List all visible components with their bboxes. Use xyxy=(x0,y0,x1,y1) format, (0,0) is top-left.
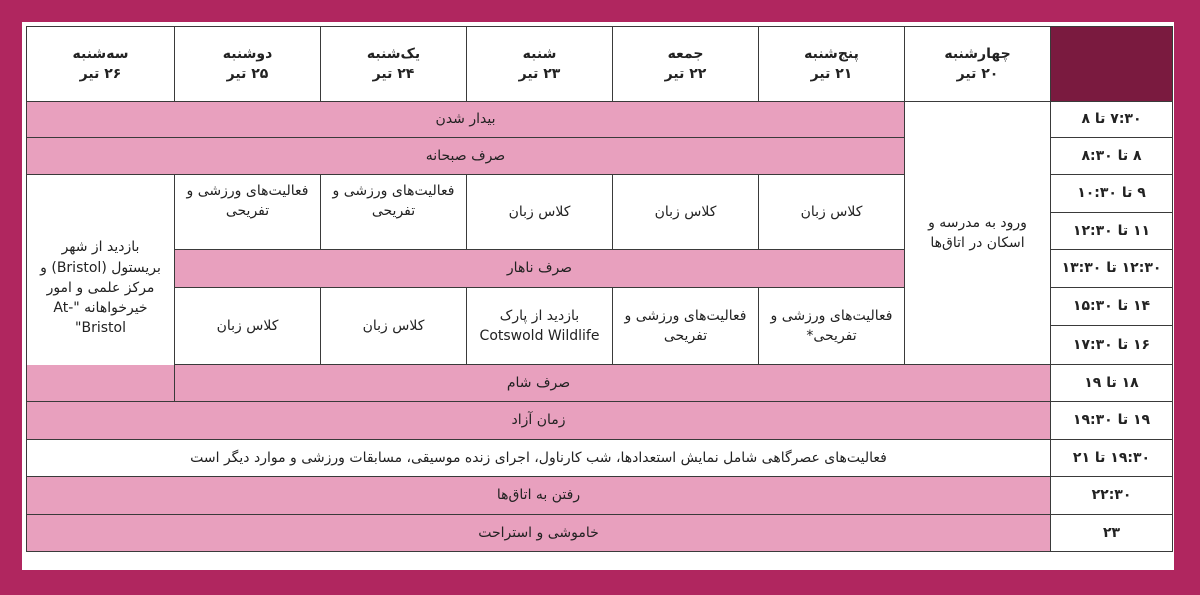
time-cell: ۲۲:۳۰ xyxy=(1051,477,1173,515)
wakeup-cell: بیدار شدن xyxy=(27,102,905,138)
day-header: سه‌شنبه ۲۶ تیر xyxy=(27,27,175,102)
day-header: جمعه ۲۲ تیر xyxy=(613,27,759,102)
time-cell: ۱۲:۳۰ تا ۱۳:۳۰ xyxy=(1051,250,1173,288)
language-class-cell: کلاس زبان xyxy=(759,175,905,250)
time-cell: ۱۶ تا ۱۷:۳۰ xyxy=(1051,326,1173,365)
corner-cell xyxy=(1051,27,1173,102)
day-header: پنج‌شنبه ۲۱ تیر xyxy=(759,27,905,102)
day-header: یک‌شنبه ۲۴ تیر xyxy=(321,27,467,102)
evening-activities-cell: فعالیت‌های عصرگاهی شامل نمایش استعدادها، شب کارناول، اجرای زنده موسیقی، مسابقات ورزشی و موارد دیگر است xyxy=(27,440,1051,477)
day-header: چهارشنبه ۲۰ تیر xyxy=(905,27,1051,102)
lights-out-cell: خاموشی و استراحت xyxy=(27,515,1051,552)
sports-cell: فعالیت‌های ورزشی و تفریحی* xyxy=(759,288,905,365)
time-cell: ۱۹ تا ۱۹:۳۰ xyxy=(1051,402,1173,440)
breakfast-cell: صرف صبحانه xyxy=(27,138,905,175)
sports-cell: فعالیت‌های ورزشی و تفریحی xyxy=(321,175,467,250)
language-class-cell: کلاس زبان xyxy=(175,288,321,365)
dinner-cell: صرف شام xyxy=(27,365,1051,402)
time-cell: ۱۱ تا ۱۲:۳۰ xyxy=(1051,213,1173,250)
bristol-visit-cell: بازدید از شهر بریستول (Bristol) و مرکز علمی و امور خیرخواهانه "At-Bristol" xyxy=(27,175,175,402)
time-cell: ۸ تا ۸:۳۰ xyxy=(1051,138,1173,175)
language-class-cell: کلاس زبان xyxy=(321,288,467,365)
time-cell: ۱۹:۳۰ تا ۲۱ xyxy=(1051,440,1173,477)
arrival-cell: ورود به مدرسه و اسکان در اتاق‌ها xyxy=(905,102,1051,365)
time-cell: ۹ تا ۱۰:۳۰ xyxy=(1051,175,1173,213)
schedule-table xyxy=(26,26,1173,552)
time-cell: ۷:۳۰ تا ۸ xyxy=(1051,102,1173,138)
free-time-cell: زمان آزاد xyxy=(27,402,1051,440)
to-rooms-cell: رفتن به اتاق‌ها xyxy=(27,477,1051,515)
time-cell: ۲۳ xyxy=(1051,515,1173,552)
lunch-cell: صرف ناهار xyxy=(175,250,905,288)
time-cell: ۱۴ تا ۱۵:۳۰ xyxy=(1051,288,1173,326)
day-header: دوشنبه ۲۵ تیر xyxy=(175,27,321,102)
language-class-cell: کلاس زبان xyxy=(613,175,759,250)
day-header: شنبه ۲۳ تیر xyxy=(467,27,613,102)
sports-cell: فعالیت‌های ورزشی و تفریحی xyxy=(613,288,759,365)
sports-cell: فعالیت‌های ورزشی و تفریحی xyxy=(175,175,321,250)
cotswold-visit-cell: بازدید از پارک Cotswold Wildlife xyxy=(467,288,613,365)
time-cell: ۱۸ تا ۱۹ xyxy=(1051,365,1173,402)
language-class-cell: کلاس زبان xyxy=(467,175,613,250)
